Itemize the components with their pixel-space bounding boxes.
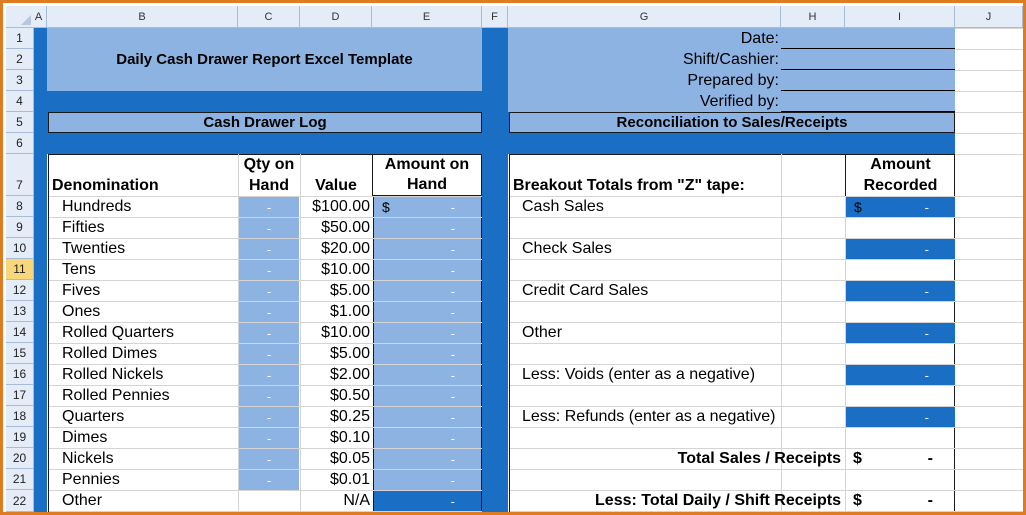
verified-by-label: Verified by: <box>699 92 779 110</box>
denomination-label: Fifties <box>62 218 105 236</box>
denomination-label: Fives <box>62 281 101 299</box>
row-header[interactable]: 16 <box>6 364 34 385</box>
recon-amount-input[interactable] <box>846 281 955 301</box>
recon-gridline <box>510 469 955 470</box>
amount-cell <box>373 470 482 490</box>
recon-amount-input[interactable] <box>846 407 955 427</box>
value-cell: $10.00 <box>321 323 370 341</box>
date-field[interactable] <box>781 48 955 49</box>
less-total-value: - <box>927 491 933 509</box>
shift-cashier-label: Shift/Cashier: <box>682 50 779 68</box>
row-header[interactable]: 20 <box>6 448 34 469</box>
amount-cell <box>373 239 482 259</box>
row-header[interactable]: 4 <box>6 91 34 112</box>
recon-item-label: Less: Voids (enter as a negative) <box>522 365 756 383</box>
qty-input[interactable]: - <box>239 302 299 322</box>
amount-value: - <box>450 451 455 467</box>
row-header[interactable]: 1 <box>6 28 34 49</box>
denomination-label: Quarters <box>62 407 125 425</box>
currency-symbol: $ <box>854 199 862 215</box>
value-cell: $1.00 <box>329 302 370 320</box>
amount-cell <box>373 386 482 406</box>
amount-value: - <box>450 367 455 383</box>
gridline <box>955 385 1023 386</box>
prepared-by-label: Prepared by: <box>687 71 779 89</box>
amount-value: - <box>450 220 455 236</box>
gridline <box>955 364 1023 365</box>
prepared-by-field[interactable] <box>781 90 955 91</box>
row-header[interactable]: 6 <box>6 133 34 154</box>
amount-value: - <box>450 346 455 362</box>
less-total-currency: $ <box>853 491 862 509</box>
recon-gridline <box>510 259 955 260</box>
value-cell: $100.00 <box>312 197 370 215</box>
qty-input[interactable]: - <box>239 365 299 385</box>
recon-amount-input[interactable] <box>846 323 955 343</box>
recon-gridline <box>510 217 955 218</box>
recon-gridline <box>510 427 955 428</box>
column-header-j[interactable]: J <box>955 6 1023 28</box>
column-header-i[interactable]: I <box>845 6 955 28</box>
column-header-a[interactable]: A <box>31 6 47 28</box>
amount-cell <box>373 491 482 511</box>
recon-amount-input[interactable] <box>846 365 955 385</box>
denomination-label: Ones <box>62 302 101 320</box>
row-header[interactable]: 15 <box>6 343 34 364</box>
amount-cell <box>373 407 482 427</box>
currency-symbol: $ <box>382 199 390 215</box>
qty-input[interactable]: - <box>239 386 299 406</box>
qty-input[interactable]: - <box>239 470 299 490</box>
row-header[interactable]: 8 <box>6 196 34 217</box>
amount-value: - <box>450 388 455 404</box>
qty-input[interactable]: - <box>239 323 299 343</box>
value-cell: $0.10 <box>329 428 370 446</box>
recon-amount-value: - <box>924 409 929 425</box>
column-header-e[interactable]: E <box>372 6 482 28</box>
total-sales-currency: $ <box>853 449 862 467</box>
amount-cell <box>373 260 482 280</box>
recon-item-label: Check Sales <box>522 239 612 257</box>
amount-cell <box>373 365 482 385</box>
gridline <box>955 469 1023 470</box>
recon-amount-input[interactable] <box>846 239 955 259</box>
row-header[interactable]: 3 <box>6 70 34 91</box>
row-header[interactable]: 22 <box>6 490 34 512</box>
qty-input[interactable]: - <box>239 281 299 301</box>
gridline <box>955 238 1023 239</box>
shift-cashier-field[interactable] <box>781 69 955 70</box>
value-cell: $50.00 <box>321 218 370 236</box>
total-sales-label: Total Sales / Receipts <box>677 449 841 467</box>
denomination-label: Pennies <box>62 470 120 488</box>
gridline <box>955 154 1023 155</box>
amount-cell <box>373 281 482 301</box>
denomination-label: Twenties <box>62 239 126 257</box>
row-header[interactable]: 18 <box>6 406 34 427</box>
total-sales-value: - <box>927 449 933 467</box>
qty-input[interactable]: - <box>239 260 299 280</box>
amount-cell <box>373 428 482 448</box>
amount-cell <box>373 302 482 322</box>
value-cell: $10.00 <box>321 260 370 278</box>
value-cell: $5.00 <box>329 344 370 362</box>
denomination-label: Rolled Nickels <box>62 365 164 383</box>
qty-input[interactable]: - <box>239 239 299 259</box>
denomination-header: Denomination <box>52 176 159 194</box>
gridline <box>955 427 1023 428</box>
denomination-label: Rolled Quarters <box>62 323 175 341</box>
recon-amount-value: - <box>924 241 929 257</box>
amount-header-line1: Amount on <box>372 154 482 175</box>
gridline <box>955 322 1023 323</box>
log-gridline <box>49 511 482 512</box>
column-header-b[interactable]: B <box>47 6 238 28</box>
denomination-label: Hundreds <box>62 197 132 215</box>
recon-item-label: Cash Sales <box>522 197 604 215</box>
row-header[interactable]: 10 <box>6 238 34 259</box>
amount-value: - <box>450 472 455 488</box>
gridline <box>955 217 1023 218</box>
amount-value: - <box>450 283 455 299</box>
denomination-label: Rolled Dimes <box>62 344 158 362</box>
gridline <box>955 448 1023 449</box>
amount-value: - <box>450 325 455 341</box>
amount-recorded-line1: Amount <box>845 154 955 175</box>
middle-border-band <box>482 28 508 512</box>
gridline <box>955 301 1023 302</box>
column-header-g[interactable]: G <box>508 6 781 28</box>
recon-amount-value: - <box>924 283 929 299</box>
row-header[interactable]: 17 <box>6 385 34 406</box>
denomination-label: Dimes <box>62 428 108 446</box>
value-cell: $5.00 <box>329 281 370 299</box>
amount-cell <box>373 197 482 217</box>
recon-amount-value: - <box>924 325 929 341</box>
gridline <box>955 112 1023 113</box>
gridline <box>955 280 1023 281</box>
gridline <box>955 70 1023 71</box>
qty-header-line2: Hand <box>249 176 289 194</box>
less-total-label: Less: Total Daily / Shift Receipts <box>595 491 841 509</box>
denomination-label: Rolled Pennies <box>62 386 170 404</box>
gridline <box>955 490 1023 491</box>
recon-amount-value: - <box>924 367 929 383</box>
column-j-area <box>955 28 1023 512</box>
amount-cell <box>373 449 482 469</box>
column-header-f[interactable]: F <box>482 6 508 28</box>
recon-item-label: Other <box>522 323 563 341</box>
row-header[interactable]: 7 <box>6 154 34 196</box>
qty-input[interactable]: - <box>239 218 299 238</box>
qty-input[interactable]: - <box>239 407 299 427</box>
reconciliation-title: Reconciliation to Sales/Receipts <box>509 112 955 133</box>
recon-item-label: Credit Card Sales <box>522 281 649 299</box>
row-header-selected[interactable]: 11 <box>6 259 34 280</box>
denomination-label: Nickels <box>62 449 114 467</box>
recon-item-label: Less: Refunds (enter as a negative) <box>522 407 776 425</box>
gridline <box>955 133 1023 134</box>
amount-recorded-line2: Recorded <box>845 175 955 196</box>
recon-amount-value: - <box>924 199 929 215</box>
select-all-corner[interactable] <box>6 6 34 28</box>
amount-value: - <box>450 199 455 215</box>
date-label: Date: <box>740 29 779 47</box>
report-title: Daily Cash Drawer Report Excel Template <box>47 28 482 91</box>
value-cell: $0.01 <box>329 470 370 488</box>
value-cell: $0.25 <box>329 407 370 425</box>
value-cell: $2.00 <box>329 365 370 383</box>
row-header[interactable]: 5 <box>6 112 34 133</box>
amount-cell <box>373 323 482 343</box>
gridline <box>955 49 1023 50</box>
amount-header-line2: Hand <box>372 175 482 196</box>
breakout-label: Breakout Totals from "Z" tape: <box>513 176 745 194</box>
recon-gridline <box>510 385 955 386</box>
qty-input[interactable]: - <box>239 197 299 217</box>
recon-gridline <box>510 343 955 344</box>
gridline <box>955 406 1023 407</box>
row-header[interactable]: 2 <box>6 49 34 70</box>
gridline <box>955 511 1023 512</box>
gridline <box>955 91 1023 92</box>
row-header[interactable]: 13 <box>6 301 34 322</box>
gridline <box>955 259 1023 260</box>
qty-input[interactable]: - <box>239 428 299 448</box>
column-header-h[interactable]: H <box>781 6 845 28</box>
amount-cell <box>373 218 482 238</box>
column-header-c[interactable]: C <box>238 6 300 28</box>
qty-input[interactable]: - <box>239 344 299 364</box>
amount-value: - <box>450 241 455 257</box>
value-header: Value <box>315 176 357 194</box>
value-cell: $0.50 <box>329 386 370 404</box>
denomination-label: Tens <box>62 260 96 278</box>
qty-input[interactable]: - <box>239 449 299 469</box>
left-border-band <box>34 28 47 512</box>
row-header[interactable]: 12 <box>6 280 34 301</box>
gridline <box>955 28 1023 29</box>
amount-value: - <box>450 430 455 446</box>
row-header[interactable]: 9 <box>6 217 34 238</box>
value-cell: $20.00 <box>321 239 370 257</box>
value-cell: $0.05 <box>329 449 370 467</box>
amount-value: - <box>450 493 455 509</box>
cash-drawer-log-title: Cash Drawer Log <box>48 112 482 133</box>
row-header[interactable]: 21 <box>6 469 34 490</box>
gridline <box>955 343 1023 344</box>
amount-value: - <box>450 304 455 320</box>
row-header[interactable]: 14 <box>6 322 34 343</box>
amount-value: - <box>450 262 455 278</box>
value-cell: N/A <box>343 491 370 509</box>
denomination-label: Other <box>62 491 103 509</box>
amount-cell <box>373 344 482 364</box>
row-header[interactable]: 19 <box>6 427 34 448</box>
gridline <box>955 196 1023 197</box>
amount-value: - <box>450 409 455 425</box>
qty-header-line1: Qty on <box>243 155 295 173</box>
column-header-d[interactable]: D <box>300 6 372 28</box>
recon-gridline <box>510 301 955 302</box>
recon-amount-input[interactable] <box>846 197 955 217</box>
recon-gridline <box>510 511 955 512</box>
